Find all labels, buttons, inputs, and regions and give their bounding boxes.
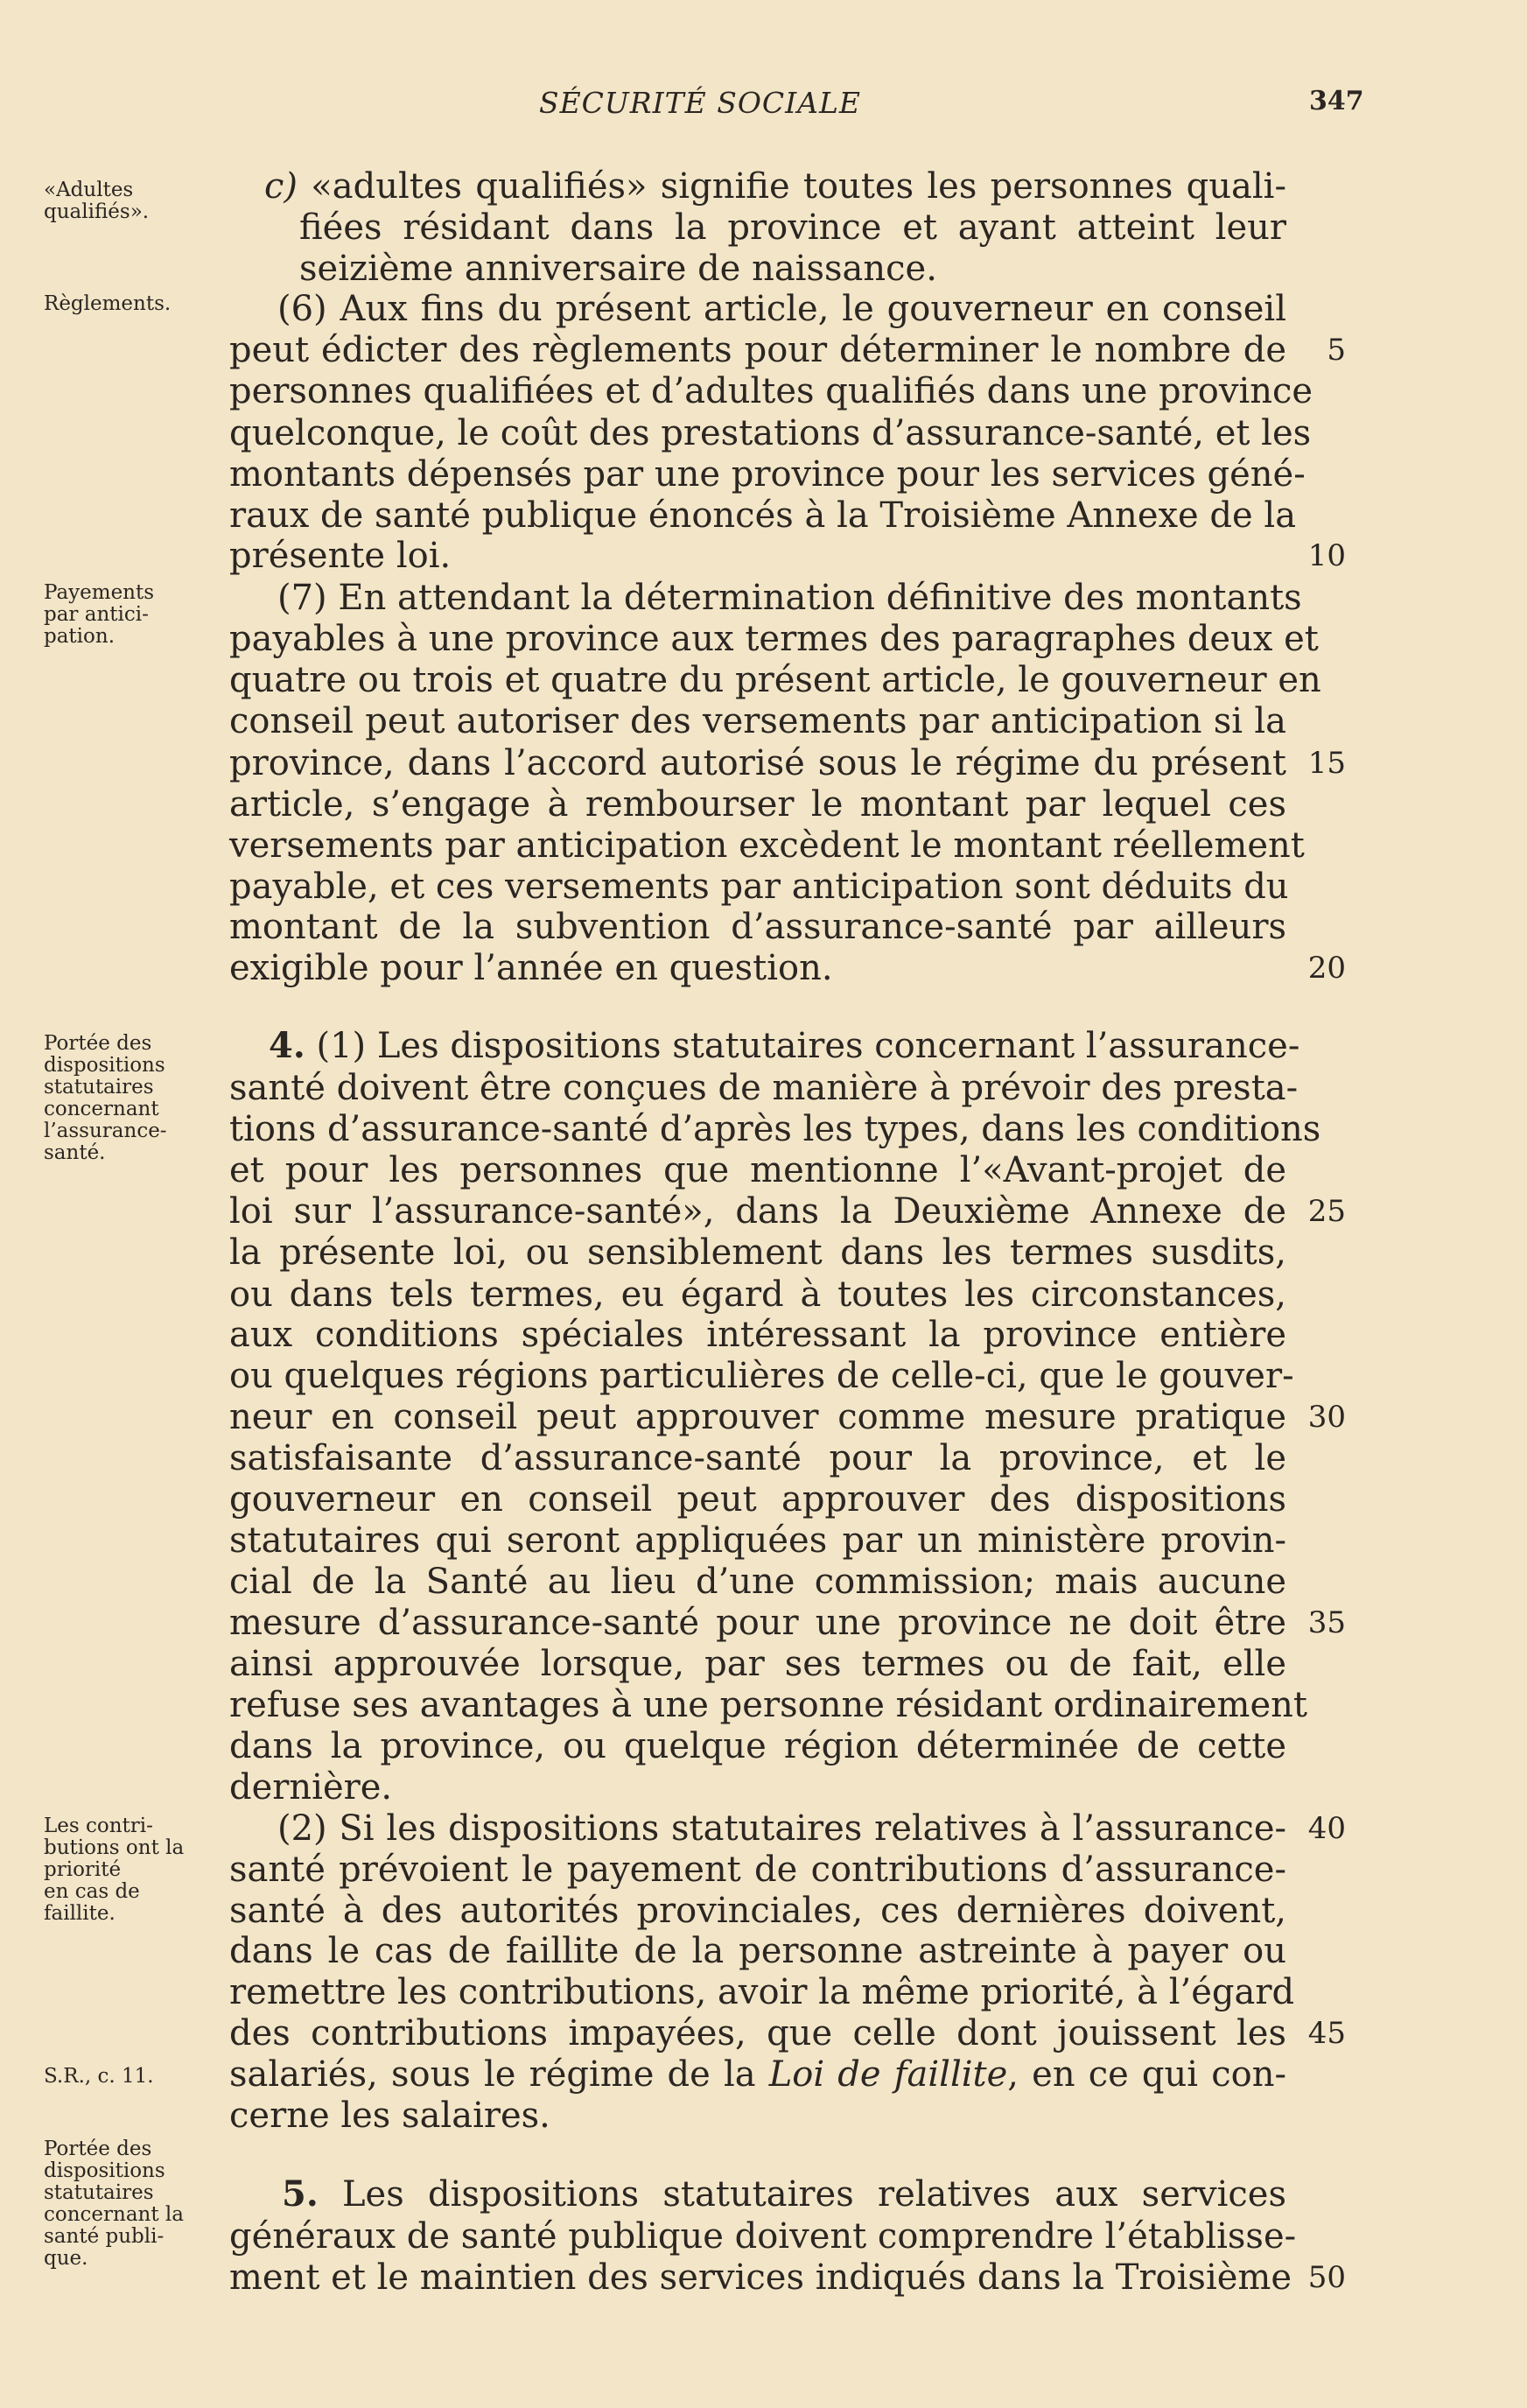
text-line: (2) Si les dispositions statutaires relatives à l’assurance- bbox=[277, 1808, 1286, 1849]
text-line: santé doivent être conçues de manière à prévoir des presta- bbox=[229, 1068, 1299, 1108]
text-line: payable, et ces versements par anticipation sont déduits du bbox=[229, 867, 1289, 907]
text-line: ou quelques régions particulières de celle-ci, que le gouver- bbox=[229, 1356, 1294, 1396]
text-line: présente loi. bbox=[229, 536, 452, 576]
text-line: conseil peut autoriser des versements par anticipation si la bbox=[229, 701, 1286, 741]
text-line: personnes qualifiées et d’adultes qualifiés dans une province bbox=[229, 371, 1313, 411]
text-line: montants dépensés par une province pour les services géné- bbox=[229, 454, 1306, 495]
text-line: seizième anniversaire de naissance. bbox=[299, 249, 937, 289]
margin-note: Portée des dispositions statutaires concernant l’assurance- santé. bbox=[44, 1032, 167, 1164]
text-line: versements par anticipation excèdent le montant réellement bbox=[229, 825, 1305, 866]
text-line: satisfaisante d’assurance-santé pour la province, et le bbox=[229, 1438, 1286, 1478]
text-line: (6) Aux fins du présent article, le gouverneur en conseil bbox=[277, 289, 1286, 329]
text-line: article, s’engage à rembourser le montant par lequel ces bbox=[229, 784, 1286, 825]
text-line: salariés, sous le régime de la Loi de faillite, en ce qui con- bbox=[229, 2054, 1286, 2095]
text-line: ment et le maintien des services indiqués dans la Troisième bbox=[229, 2257, 1292, 2298]
text-line: dans le cas de faillite de la personne astreinte à payer ou bbox=[229, 1931, 1286, 1971]
text-line: quatre ou trois et quatre du présent article, le gouverneur en bbox=[229, 660, 1321, 700]
text-line: généraux de santé publique doivent comprendre l’établisse- bbox=[229, 2216, 1297, 2257]
text-line: mesure d’assurance-santé pour une province ne doit être bbox=[229, 1603, 1286, 1643]
text-line: aux conditions spéciales intéressant la province entière bbox=[229, 1315, 1286, 1355]
text-line: cerne les salaires. bbox=[229, 2096, 550, 2136]
line-number: 45 bbox=[1307, 2016, 1346, 2051]
margin-note: «Adultes qualifiés». bbox=[44, 179, 150, 223]
text-line: dernière. bbox=[229, 1767, 393, 1808]
text-line: des contributions impayées, que celle dont jouissent les bbox=[229, 2013, 1286, 2053]
line-number: 35 bbox=[1307, 1605, 1346, 1640]
text-line: fiées résidant dans la province et ayant atteint leur bbox=[299, 207, 1286, 248]
text-line: neur en conseil peut approuver comme mesure pratique bbox=[229, 1397, 1286, 1437]
line-number: 40 bbox=[1307, 1811, 1346, 1846]
margin-note: Portée des dispositions statutaires concernant la santé publi- que. bbox=[44, 2138, 184, 2270]
text-line: dans la province, ou quelque région déterminée de cette bbox=[229, 1726, 1286, 1766]
text-line: 5. Les dispositions statutaires relatives aux services bbox=[282, 2173, 1286, 2215]
line-number: 50 bbox=[1307, 2260, 1346, 2295]
margin-note: Règlements. bbox=[44, 292, 172, 315]
line-number: 30 bbox=[1307, 1400, 1346, 1435]
line-number: 20 bbox=[1307, 951, 1346, 986]
text-line: montant de la subvention d’assurance-santé par ailleurs bbox=[229, 907, 1286, 947]
text-line: payables à une province aux termes des paragraphes deux et bbox=[229, 619, 1319, 659]
margin-note: Payements par antici- pation. bbox=[44, 581, 155, 648]
margin-note: Les contri- butions ont la priorité en cas de faillite. bbox=[44, 1815, 185, 1925]
text-line: santé à des autorités provinciales, ces dernières doivent, bbox=[229, 1891, 1286, 1931]
text-line: gouverneur en conseil peut approuver des dispositions bbox=[229, 1479, 1286, 1520]
running-header-title: SÉCURITÉ SOCIALE bbox=[538, 86, 861, 120]
text-line: loi sur l’assurance-santé», dans la Deuxième Annexe de bbox=[229, 1191, 1286, 1232]
line-number: 5 bbox=[1327, 333, 1346, 368]
text-line: la présente loi, ou sensiblement dans les termes susdits, bbox=[229, 1232, 1286, 1273]
text-line: quelconque, le coût des prestations d’assurance-santé, et les bbox=[229, 413, 1312, 453]
line-number: 15 bbox=[1307, 746, 1346, 781]
line-number: 25 bbox=[1307, 1194, 1346, 1229]
text-line: 4. (1) Les dispositions statutaires concernant l’assurance- bbox=[269, 1025, 1300, 1066]
line-number: 10 bbox=[1307, 538, 1346, 573]
text-line: (7) En attendant la détermination définitive des montants bbox=[277, 578, 1302, 618]
text-line: c) «adultes qualifiés» signifie toutes les personnes quali- bbox=[264, 166, 1286, 207]
text-line: ainsi approuvée lorsque, par ses termes ou de fait, elle bbox=[229, 1644, 1286, 1684]
text-line: province, dans l’accord autorisé sous le régime du présent bbox=[229, 743, 1286, 783]
text-line: exigible pour l’année en question. bbox=[229, 948, 833, 988]
text-line: remettre les contributions, avoir la même priorité, à l’égard bbox=[229, 1972, 1295, 2012]
text-line: et pour les personnes que mentionne l’«Avant-projet de bbox=[229, 1150, 1286, 1190]
text-line: peut édicter des règlements pour déterminer le nombre de bbox=[229, 330, 1286, 370]
text-line: raux de santé publique énoncés à la Troisième Annexe de la bbox=[229, 495, 1297, 536]
text-line: statutaires qui seront appliquées par un ministère provin- bbox=[229, 1520, 1286, 1561]
text-line: refuse ses avantages à une personne résidant ordinairement bbox=[229, 1685, 1307, 1725]
page-number: 347 bbox=[1309, 86, 1364, 116]
text-line: santé prévoient le payement de contributions d’assurance- bbox=[229, 1850, 1286, 1890]
text-line: cial de la Santé au lieu d’une commission; mais aucune bbox=[229, 1562, 1286, 1602]
margin-note: S.R., c. 11. bbox=[44, 2065, 154, 2088]
text-line: tions d’assurance-santé d’après les types, dans les conditions bbox=[229, 1109, 1321, 1149]
text-line: ou dans tels termes, eu égard à toutes les circonstances, bbox=[229, 1274, 1286, 1315]
